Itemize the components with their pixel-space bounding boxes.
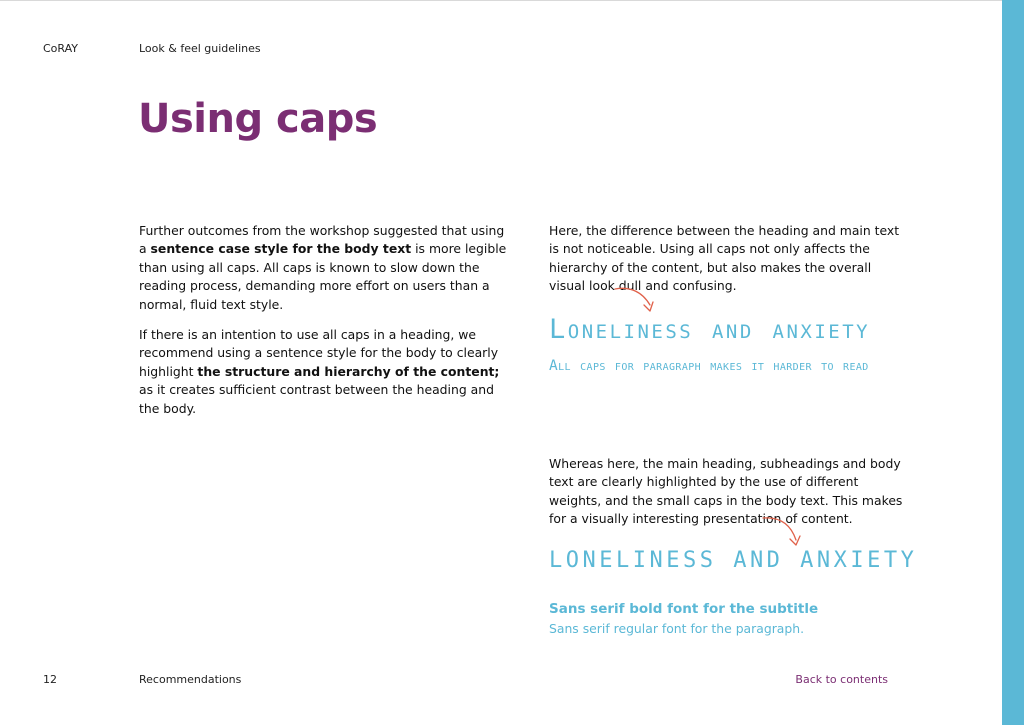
- page-title: Using caps: [138, 96, 378, 142]
- paragraph-text: Further outcomes from the workshop suggested that using a: [139, 223, 505, 257]
- example-subtitle: Sans serif bold font for the subtitle: [549, 601, 819, 617]
- bold-phrase: the structure and hierarchy of the content;: [197, 363, 500, 379]
- paragraph-text: If there is an intention to use all caps in a heading, we recommend using a sentence style for the body to clearly highlight: [139, 327, 499, 379]
- example-paragraph: Sans serif regular font for the paragraph.: [549, 621, 805, 636]
- side-color-bar: [1002, 0, 1024, 725]
- arrow-icon: [612, 283, 662, 317]
- page-top-border: [0, 0, 1024, 1]
- paragraph-text: as it creates sufficient contrast between the heading and the body.: [139, 382, 494, 416]
- right-column-intro: [549, 222, 909, 296]
- example-weighted-heading: LONELINESS AND ANXIETY: [549, 548, 918, 573]
- right-column-second: [549, 455, 909, 529]
- intro-paragraph-1: Here, the difference between the heading and main text is not noticeable. Using all caps not only affects the hierarchy of the content, but also makes the overall visual look dull and confusing.: [549, 223, 900, 294]
- paragraph-sentence-case: [139, 222, 509, 314]
- example-allcaps-heading: Loneliness and anxiety: [549, 314, 871, 345]
- paragraph-heading-advice: [139, 326, 509, 418]
- back-to-contents-link[interactable]: Back to contents: [795, 673, 888, 686]
- left-column: [139, 222, 509, 430]
- page-number: 12: [43, 673, 57, 686]
- bold-phrase: sentence case style for the body text: [150, 241, 412, 257]
- intro-paragraph-2: Whereas here, the main heading, subheadings and body text are clearly highlighted by the use of different weights, and the small caps in the body text. This makes for a visually interesting presentation of content.: [549, 456, 903, 527]
- footer-section: Recommendations: [139, 673, 242, 686]
- example-allcaps-paragraph: All caps for paragraph makes it harder to read: [549, 358, 869, 374]
- document-title: Look & feel guidelines: [139, 42, 261, 55]
- brand-name: CoRAY: [43, 42, 78, 55]
- paragraph-text: is more legible than using all caps. All caps is known to slow down the reading process, demanding more effort on users than a normal, fluid text style.: [139, 241, 507, 312]
- arrow-icon: [760, 512, 810, 550]
